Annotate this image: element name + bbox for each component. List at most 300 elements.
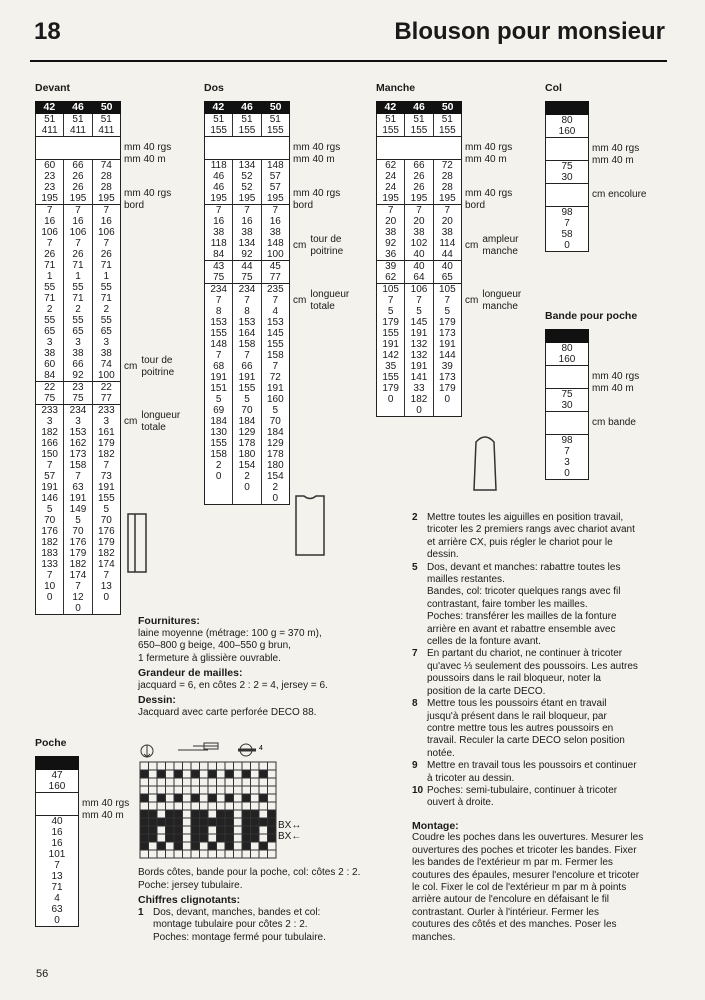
table-cell: 132 bbox=[405, 350, 433, 361]
table-cell: 160 bbox=[266, 394, 284, 405]
table-cell: 182 bbox=[97, 548, 115, 559]
fournitures-line: 1 fermeture à glissière ouvrable. bbox=[138, 652, 281, 664]
table-cell: 30 bbox=[561, 400, 573, 411]
table-cell: 106 bbox=[64, 227, 92, 238]
table-cell: 3 bbox=[103, 337, 110, 348]
punch-cell bbox=[217, 842, 226, 850]
table-cell: 151 bbox=[205, 383, 233, 394]
table-cell: 7 bbox=[64, 471, 92, 482]
table-cell: 55 bbox=[100, 315, 112, 326]
table-cell: 7 bbox=[377, 205, 405, 216]
table-cell: 160 bbox=[558, 354, 576, 365]
punch-cell bbox=[140, 786, 149, 794]
table-cell: 178 bbox=[266, 449, 284, 460]
punch-cell bbox=[217, 802, 226, 810]
table-cell: 62 bbox=[377, 160, 405, 171]
table-cell: 179 bbox=[377, 317, 405, 328]
table-row bbox=[205, 193, 289, 204]
punch-cell bbox=[191, 778, 200, 786]
table-row bbox=[377, 295, 461, 306]
table-cell: 5 bbox=[233, 394, 261, 405]
step-line: à tricoter au dessin. bbox=[427, 772, 515, 784]
spacer-row bbox=[205, 136, 289, 159]
table-block bbox=[205, 283, 289, 504]
note-line: mm 40 rgs bbox=[465, 188, 513, 199]
table-cell: 0 bbox=[377, 394, 405, 405]
table-cell: 195 bbox=[266, 193, 284, 204]
punch-cell bbox=[183, 778, 192, 786]
table-row bbox=[36, 326, 120, 337]
punch-cell bbox=[242, 770, 251, 778]
block-note bbox=[465, 234, 518, 258]
step-line: poussoirs dans le rail bloqueur, noter la bbox=[427, 673, 601, 685]
table-cell: 155 bbox=[233, 383, 261, 394]
table-cell: 5 bbox=[377, 306, 405, 317]
table-cell: 26 bbox=[405, 171, 433, 182]
table-row bbox=[36, 216, 120, 227]
block-note bbox=[82, 798, 129, 822]
table-cell: 7 bbox=[444, 295, 451, 306]
table-cell: 22 bbox=[36, 382, 64, 393]
table-row bbox=[205, 405, 289, 416]
table-cell: 51 bbox=[233, 114, 261, 125]
table-cell: 65 bbox=[441, 272, 453, 283]
table-row bbox=[546, 115, 588, 126]
table-cell: 52 bbox=[233, 171, 261, 182]
grandeur-title: Grandeur de mailles: bbox=[138, 667, 243, 679]
table-cell: 13 bbox=[100, 581, 112, 592]
punch-cell bbox=[217, 810, 226, 818]
step-line: tricoter les 2 premiers rangs avec chariot avant bbox=[427, 524, 635, 536]
table-cell: 51 bbox=[64, 114, 92, 125]
table-cell: 75 bbox=[561, 389, 573, 400]
punch-cell bbox=[140, 802, 149, 810]
table-cell: 195 bbox=[36, 193, 64, 204]
table-cell: 44 bbox=[233, 261, 261, 272]
montage-line: Coudre les poches dans les ouvertures. Mesurer les bbox=[412, 832, 644, 844]
table-cell: 191 bbox=[405, 361, 433, 372]
punch-cell bbox=[157, 770, 166, 778]
block-note bbox=[592, 417, 636, 429]
montage-line: coutures des côtés et des manches. Poser les bbox=[412, 919, 617, 931]
note-line: longueur bbox=[310, 289, 350, 300]
punch-cell bbox=[217, 794, 226, 802]
table-cell: 65 bbox=[64, 326, 92, 337]
section-devant bbox=[35, 82, 181, 615]
table-cell: 71 bbox=[100, 293, 112, 304]
punch-cell bbox=[166, 802, 175, 810]
table-cell: 16 bbox=[269, 216, 281, 227]
table-row bbox=[36, 304, 120, 315]
punch-cell bbox=[183, 786, 192, 794]
table-row bbox=[205, 394, 289, 405]
table-row bbox=[36, 548, 120, 559]
block-note bbox=[124, 355, 174, 379]
punch-cell bbox=[140, 818, 149, 826]
table-row bbox=[36, 592, 120, 603]
punch-cell bbox=[157, 850, 166, 858]
table-row bbox=[36, 449, 120, 460]
table-cell: 58 bbox=[561, 229, 573, 240]
table-cell bbox=[434, 405, 461, 416]
block-note bbox=[293, 289, 349, 313]
table-row bbox=[205, 227, 289, 238]
table-cell: 74 bbox=[100, 160, 112, 171]
note-line: longueur bbox=[482, 289, 522, 300]
section-title: Bande pour poche bbox=[545, 310, 638, 322]
table-row bbox=[36, 260, 120, 271]
punch-cell bbox=[174, 794, 183, 802]
table-cell: 66 bbox=[64, 359, 92, 370]
dessin-text: Jacquard avec carte perforée DECO 88. bbox=[138, 706, 317, 718]
table-cell: 4 bbox=[54, 893, 60, 904]
page-title: Blouson pour monsieur bbox=[394, 18, 665, 45]
table-row bbox=[36, 893, 78, 904]
table-cell: 16 bbox=[100, 216, 112, 227]
punch-cell bbox=[140, 834, 149, 842]
step-line: notée. bbox=[427, 747, 455, 759]
table-cell: 153 bbox=[64, 427, 92, 438]
table-cell: 66 bbox=[405, 160, 433, 171]
table-cell: 28 bbox=[441, 171, 453, 182]
table-row bbox=[205, 339, 289, 350]
table-cell: 1 bbox=[36, 271, 64, 282]
table-row bbox=[546, 435, 588, 446]
table-row bbox=[205, 295, 289, 306]
table-cell: 0 bbox=[564, 468, 570, 479]
table-cell: 74 bbox=[100, 359, 112, 370]
step-line: celles de la fonture avant. bbox=[427, 636, 541, 648]
size-label: 46 bbox=[413, 101, 425, 113]
table-row bbox=[36, 504, 120, 515]
note-line: bord bbox=[465, 200, 486, 211]
table-cell: 179 bbox=[438, 383, 456, 394]
table-cell: 158 bbox=[205, 449, 233, 460]
note-line: totale bbox=[310, 301, 335, 312]
table-cell: 179 bbox=[97, 438, 115, 449]
table-cell: 166 bbox=[36, 438, 64, 449]
table-cell: 1 bbox=[64, 271, 92, 282]
note-line: mm 40 m bbox=[293, 154, 335, 165]
table-cell: 150 bbox=[36, 449, 64, 460]
punch-cell bbox=[174, 850, 183, 858]
punch-cell bbox=[234, 842, 243, 850]
table-cell: 51 bbox=[100, 114, 112, 125]
table-cell: 43 bbox=[205, 261, 233, 272]
punch-cell bbox=[200, 810, 209, 818]
montage-line: arrière autour de l'encolure en défaisant le fil bbox=[412, 894, 610, 906]
punch-cell bbox=[140, 770, 149, 778]
table-cell: 155 bbox=[266, 339, 284, 350]
punch-cell bbox=[225, 834, 234, 842]
punch-cell bbox=[234, 786, 243, 794]
table-cell: 160 bbox=[48, 781, 66, 792]
punch-cell bbox=[157, 842, 166, 850]
table-cell: 154 bbox=[233, 460, 261, 471]
table-cell: 70 bbox=[100, 515, 112, 526]
punch-cell bbox=[157, 778, 166, 786]
punch-cell bbox=[251, 762, 260, 770]
table-cell: 38 bbox=[36, 348, 64, 359]
table-cell: 149 bbox=[64, 504, 92, 515]
table-cell: 51 bbox=[441, 114, 453, 125]
note-line: manche bbox=[482, 301, 518, 312]
punch-cell bbox=[217, 770, 226, 778]
table-row bbox=[205, 328, 289, 339]
table-row bbox=[377, 182, 461, 193]
table-cell: 5 bbox=[444, 306, 451, 317]
table-cell: 7 bbox=[103, 238, 110, 249]
block-note bbox=[592, 143, 639, 167]
punch-cell bbox=[234, 818, 243, 826]
table-row bbox=[205, 482, 289, 493]
table-block bbox=[546, 434, 588, 479]
table-row bbox=[546, 240, 588, 251]
punch-cell bbox=[149, 770, 158, 778]
table-row bbox=[36, 359, 120, 370]
table-cell: 161 bbox=[97, 427, 115, 438]
table-row bbox=[36, 370, 120, 381]
punch-cell bbox=[268, 778, 277, 786]
table-cell: 70 bbox=[233, 405, 261, 416]
table-cell: 180 bbox=[233, 449, 261, 460]
punch-cell bbox=[225, 762, 234, 770]
step-line: Mettre tous les poussoirs étant en travail bbox=[427, 698, 607, 710]
punch-cell bbox=[166, 786, 175, 794]
table-row bbox=[546, 343, 588, 354]
table-cell: 7 bbox=[444, 205, 451, 216]
table-row bbox=[36, 293, 120, 304]
punch-cell bbox=[166, 810, 175, 818]
grandeur-text: jacquard = 6, en côtes 2 : 2 = 4, jersey = 6. bbox=[138, 679, 328, 691]
table-cell: 3 bbox=[64, 337, 92, 348]
table-cell: 71 bbox=[51, 882, 63, 893]
table-cell: 173 bbox=[438, 328, 456, 339]
step-item: 2 Mettre toutes les aiguilles en position travail, tricoter les 2 premiers rangs avec chariot avant et arrière CX, puis régler le chariot pour le dessin. bbox=[412, 512, 635, 561]
punch-cell bbox=[183, 842, 192, 850]
size-header bbox=[545, 329, 589, 343]
table-cell: 5 bbox=[103, 504, 110, 515]
punch-cell bbox=[183, 818, 192, 826]
punch-cell bbox=[174, 810, 183, 818]
table-row bbox=[377, 261, 461, 272]
table-row bbox=[546, 446, 588, 457]
punch-cell bbox=[200, 762, 209, 770]
table-cell: 80 bbox=[561, 343, 573, 354]
punch-cell bbox=[191, 850, 200, 858]
punch-cell bbox=[149, 818, 158, 826]
punch-cell bbox=[140, 842, 149, 850]
punch-cell bbox=[208, 786, 217, 794]
punch-cell bbox=[259, 762, 268, 770]
table-cell: 70 bbox=[64, 526, 92, 537]
table-cell: 182 bbox=[36, 537, 64, 548]
section-title: Poche bbox=[35, 737, 67, 749]
table-row bbox=[205, 205, 289, 216]
table-cell bbox=[377, 405, 405, 416]
table-row bbox=[205, 449, 289, 460]
table-row bbox=[205, 284, 289, 295]
table-row bbox=[377, 383, 461, 394]
table-cell: 55 bbox=[100, 282, 112, 293]
table-row bbox=[36, 559, 120, 570]
table-cell: 26 bbox=[36, 249, 64, 260]
table-cell: 39 bbox=[441, 361, 453, 372]
note-line: ampleur bbox=[482, 234, 519, 245]
step-line: arrière en avant et rabattre ensemble avec bbox=[427, 623, 616, 635]
table-row bbox=[546, 468, 588, 479]
punch-cell bbox=[174, 834, 183, 842]
punch-cell bbox=[259, 794, 268, 802]
note-line: mm 40 m bbox=[592, 383, 634, 394]
spacer-row bbox=[36, 136, 120, 159]
table-cell: 191 bbox=[205, 372, 233, 383]
table-cell: 16 bbox=[64, 216, 92, 227]
table-cell: 38 bbox=[269, 227, 281, 238]
size-label: 50 bbox=[269, 101, 282, 113]
table-cell: 191 bbox=[97, 482, 115, 493]
spacer-row bbox=[546, 183, 588, 206]
table-cell: 235 bbox=[266, 284, 284, 295]
table-cell: 84 bbox=[205, 249, 233, 260]
table-cell: 77 bbox=[269, 272, 281, 283]
step-line: En partant du chariot, ne continuer à tricoter bbox=[427, 648, 623, 660]
punch-cell bbox=[234, 802, 243, 810]
punch-cell bbox=[217, 834, 226, 842]
punch-cell bbox=[225, 778, 234, 786]
punch-cell bbox=[225, 786, 234, 794]
table-cell: 7 bbox=[233, 205, 261, 216]
table-cell: 234 bbox=[64, 405, 92, 416]
block-note bbox=[592, 189, 646, 201]
montage-line: contrastant. Ourler à l'intérieur. Fermer les bbox=[412, 906, 599, 918]
svg-text:4: 4 bbox=[259, 745, 263, 752]
table-cell: 5 bbox=[405, 306, 433, 317]
section-col bbox=[545, 82, 647, 252]
table-row bbox=[377, 171, 461, 182]
table-cell: 84 bbox=[36, 370, 64, 381]
punch-cell bbox=[149, 834, 158, 842]
section-dos bbox=[204, 82, 350, 505]
manche-sketch bbox=[470, 432, 500, 494]
table-row bbox=[205, 460, 289, 471]
table-cell: 5 bbox=[36, 504, 64, 515]
montage-line: le col. Fixer le col de l'extérieur m par m à points bbox=[412, 882, 627, 894]
punch-cell bbox=[251, 842, 260, 850]
punch-cell bbox=[234, 794, 243, 802]
table-cell: 20 bbox=[405, 216, 433, 227]
step-item: 9 Mettre en travail tous les poussoirs et continuer à tricoter au dessin. bbox=[412, 760, 637, 784]
table-cell: 64 bbox=[405, 272, 433, 283]
table-cell: 5 bbox=[272, 405, 279, 416]
table-cell: 40 bbox=[405, 261, 433, 272]
bords-notes bbox=[138, 867, 393, 944]
table-cell: 184 bbox=[205, 416, 233, 427]
step-line: et arrière CX, puis régler le chariot pour le bbox=[427, 536, 613, 548]
table-cell: 38 bbox=[233, 227, 261, 238]
table-cell: 16 bbox=[51, 827, 63, 838]
punch-cell bbox=[149, 842, 158, 850]
table-row bbox=[377, 160, 461, 171]
note-line: mm 40 rgs bbox=[124, 188, 172, 199]
step-line: mailles restantes. bbox=[427, 574, 505, 586]
punch-cell bbox=[208, 842, 217, 850]
table-cell: 176 bbox=[64, 537, 92, 548]
table-cell: 72 bbox=[441, 160, 453, 171]
table-cell: 148 bbox=[266, 160, 284, 171]
table-row bbox=[546, 218, 588, 229]
table-row bbox=[205, 350, 289, 361]
table-cell: 7 bbox=[64, 205, 92, 216]
punch-cell bbox=[200, 794, 209, 802]
punch-cell bbox=[242, 794, 251, 802]
table-cell: 52 bbox=[233, 182, 261, 193]
table-cell: 98 bbox=[561, 435, 573, 446]
table-cell: 233 bbox=[97, 405, 115, 416]
note-line: bord bbox=[124, 200, 145, 211]
fournitures-line: 650–800 g beige, 400–550 g brun, bbox=[138, 640, 291, 651]
table-row bbox=[36, 460, 120, 471]
table-cell: 164 bbox=[233, 328, 261, 339]
table-cell: 16 bbox=[36, 216, 64, 227]
table-row bbox=[377, 227, 461, 238]
table-cell: 148 bbox=[205, 339, 233, 350]
punch-cell bbox=[217, 786, 226, 794]
step-item: 8 Mettre tous les poussoirs étant en travail jusqu'à présent dans le rail bloqueur, par contre mettre tous les autres poussoirs en travail. Reculer la carte DECO selon position notée. bbox=[412, 698, 625, 759]
table-cell: 195 bbox=[438, 193, 456, 204]
table-cell: 2 bbox=[272, 482, 279, 493]
table-cell: 234 bbox=[233, 284, 261, 295]
table-cell: 69 bbox=[205, 405, 233, 416]
punch-cell bbox=[234, 762, 243, 770]
table-cell: 16 bbox=[51, 838, 63, 849]
table-block bbox=[205, 114, 341, 165]
punch-cell bbox=[183, 770, 192, 778]
punch-cell bbox=[251, 786, 260, 794]
step-line: contre mettre tous les autres poussoirs en bbox=[427, 722, 614, 734]
table-cell: 28 bbox=[441, 182, 453, 193]
table-cell: 92 bbox=[233, 249, 261, 260]
table-row bbox=[377, 193, 461, 204]
punch-cell bbox=[166, 826, 175, 834]
spacer-row bbox=[546, 365, 588, 388]
punch-cell bbox=[149, 802, 158, 810]
table-row bbox=[36, 781, 78, 792]
punch-cell bbox=[225, 826, 234, 834]
value-table bbox=[545, 115, 647, 252]
table-cell: 195 bbox=[205, 193, 233, 204]
table-cell: 7 bbox=[36, 570, 64, 581]
block-note bbox=[124, 410, 180, 434]
punch-cell bbox=[140, 794, 149, 802]
step-item: 10 Poches: semi-tubulaire, continuer à tricoter ouvert à droite. bbox=[412, 784, 618, 809]
dessin-title: Dessin: bbox=[138, 694, 176, 706]
table-cell: 233 bbox=[36, 405, 64, 416]
punch-cell bbox=[183, 834, 192, 842]
table-cell bbox=[205, 482, 233, 493]
table-cell: 106 bbox=[97, 227, 115, 238]
table-cell: 20 bbox=[441, 216, 453, 227]
step-line: Bandes, col: tricoter quelques rangs avec fil bbox=[427, 586, 621, 598]
table-cell: 66 bbox=[233, 361, 261, 372]
table-cell: 155 bbox=[205, 438, 233, 449]
table-cell bbox=[36, 603, 64, 614]
punch-cell bbox=[208, 850, 217, 858]
table-cell: 57 bbox=[36, 471, 64, 482]
note-line: mm 40 rgs bbox=[465, 142, 513, 153]
table-cell: 158 bbox=[233, 339, 261, 350]
table-cell: 46 bbox=[205, 182, 233, 193]
